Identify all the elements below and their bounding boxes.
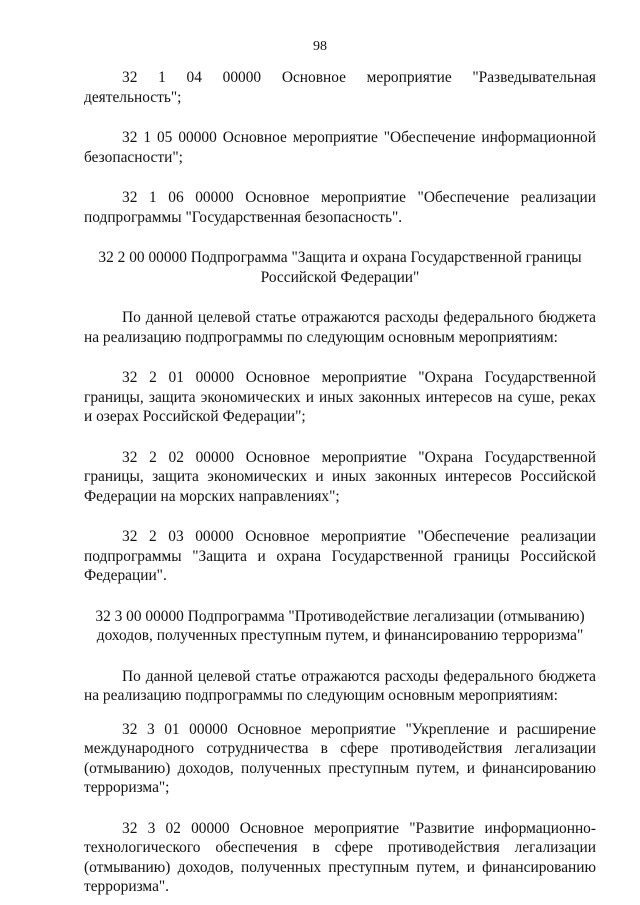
paragraph-intelligence-activity: 32 1 04 00000 Основное мероприятие "Разведывательная деятельность"; bbox=[84, 69, 596, 106]
paragraph-subprogram-implementation: 32 1 06 00000 Основное мероприятие "Обеспечение реализации подпрограммы "Государственная безопасность". bbox=[84, 189, 596, 226]
paragraph-target-article-intro: По данной целевой статье отражаются расходы федерального бюджета на реализацию подпрограммы по следующим основным мероприятиям: bbox=[84, 309, 596, 346]
paragraph-it-support: 32 3 02 00000 Основное мероприятие "Развитие информационно-технологического обеспечения в сфере противодействия легализации (отмыванию) доходов, полученных преступным путем, и финансированию терроризма". bbox=[84, 819, 596, 895]
paragraph-international-cooperation: 32 3 01 00000 Основное мероприятие "Укрепление и расширение международного сотрудничества в сфере противодействия легализации (отмыванию) доходов, полученных преступным путем, и финансированию терроризма"; bbox=[84, 720, 596, 796]
paragraph-target-article-intro-2: По данной целевой статье отражаются расходы федерального бюджета на реализацию подпрограммы по следующим основным мероприятиям: bbox=[84, 667, 596, 704]
paragraph-maritime-border: 32 2 02 00000 Основное мероприятие "Охрана Государственной границы, защита экономических и иных законных интересов Российской Федерации на морских направлениях"; bbox=[84, 448, 596, 505]
paragraph-land-border: 32 2 01 00000 Основное мероприятие "Охрана Государственной границы, защита экономических и иных законных интересов на суше, реках и озерах Российской Федерации"; bbox=[84, 369, 596, 425]
paragraph-border-subprogram-implementation: 32 2 03 00000 Основное мероприятие "Обеспечение реализации подпрограммы "Защита и охрана Государственной границы Российской Федерации". bbox=[84, 528, 596, 584]
document-body bbox=[84, 68, 596, 897]
subprogram-heading-anti-money-laundering: 32 3 00 00000 Подпрограмма "Противодействие легализации (отмыванию) доходов, полученных преступным путем, и финансированию терроризма" bbox=[95, 607, 585, 644]
subprogram-heading-border-protection: 32 2 00 00000 Подпрограмма "Защита и охрана Государственной границы Российской Федерации" bbox=[98, 249, 582, 286]
paragraph-information-security: 32 1 05 00000 Основное мероприятие "Обеспечение информационной безопасности"; bbox=[84, 129, 596, 166]
page-number: 98 bbox=[313, 39, 327, 54]
